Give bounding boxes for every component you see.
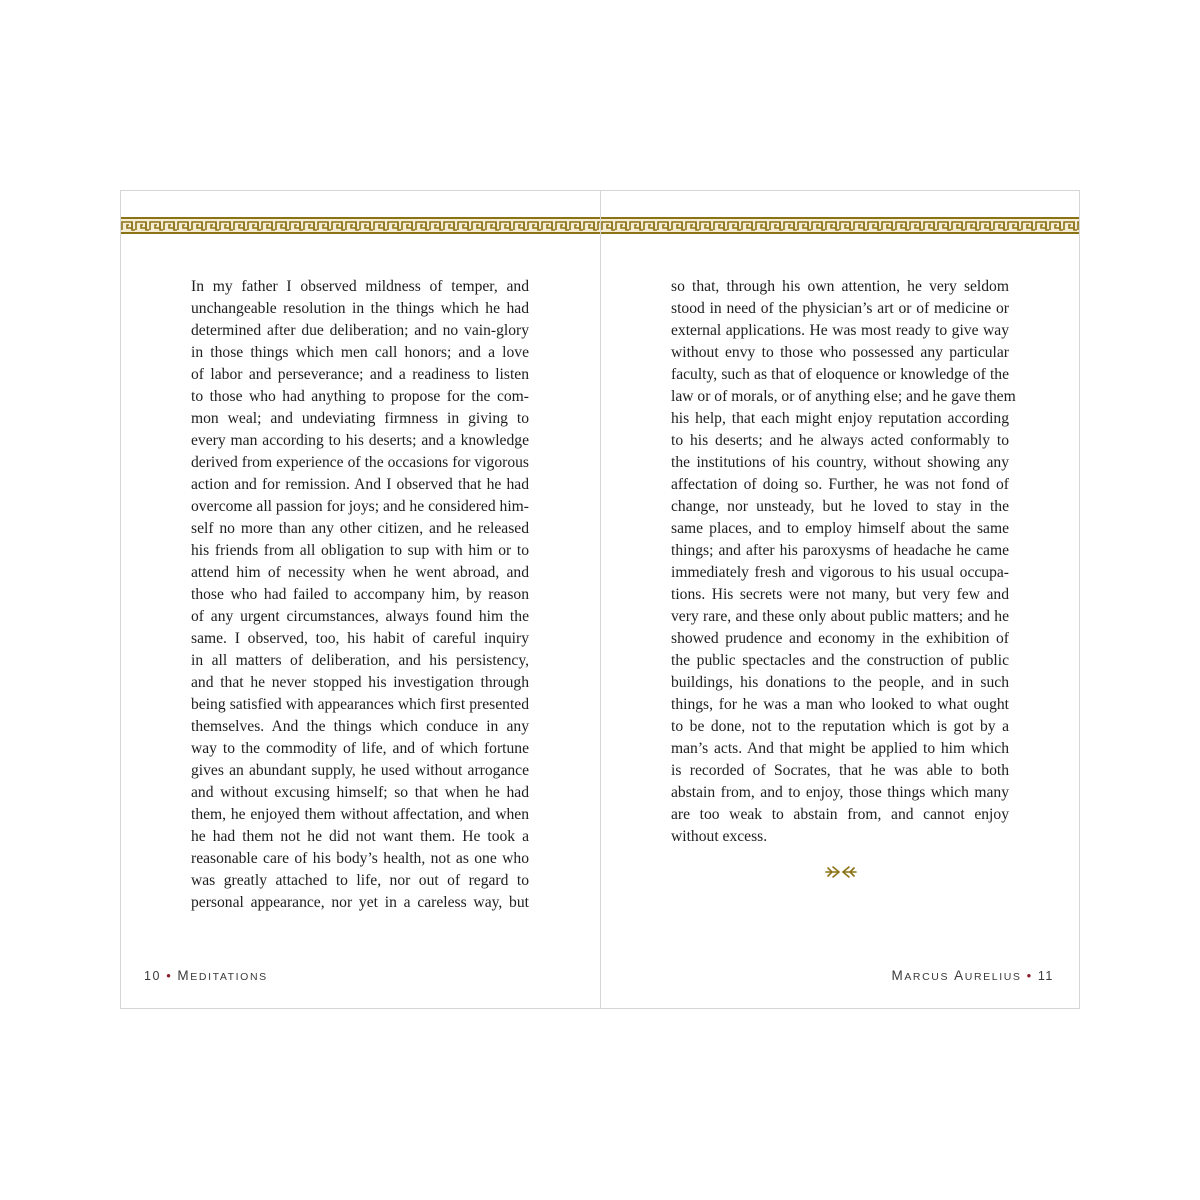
text-line: personal appearance, nor yet in a careless way, but [191,894,529,911]
right-page-text [671,276,1016,848]
text-line: law or of morals, or of anything else; and he gave them [671,388,1016,405]
text-line: them, he enjoyed them without affectation, and when [191,806,529,823]
folio-bullet: • [1026,968,1033,983]
section-end-ornament [601,864,1080,885]
running-head-rest: ARCUS [904,971,950,983]
running-head-initial: M [891,968,905,983]
right-page-folio [891,968,1054,984]
text-line: to be done, not to the reputation which is got by a [671,718,1009,735]
text-line: and without excusing himself; so that when he had [191,784,529,801]
text-line: to those who had anything to propose for the com- [191,388,529,405]
text-line: action and for remission. And I observed that he had [191,476,529,493]
text-line: his friends from all obligation to sup with him or to [191,542,529,559]
text-line: being satisfied with appearances which first presented [191,696,529,713]
text-line: showed prudence and economy in the exhibition of [671,630,1009,647]
fleuron-arrows-icon [824,864,858,880]
text-line: same places, and to employ himself about the same [671,520,1009,537]
text-line: of labor and perseverance; and a readiness to listen [191,366,529,383]
text-line: those who had failed to accompany him, by reason [191,586,529,603]
text-line: the public spectacles and the construction of public [671,652,1009,669]
text-line: he had them not he did not want them. He took a [191,828,529,845]
folio-bullet: • [166,968,173,983]
text-line: unchangeable resolution in the things which he had [191,300,529,317]
text-line: faculty, such as that of eloquence or knowledge of the [671,366,1009,383]
left-page-text [191,276,529,914]
text-line: tions. His secrets were not many, but very few and [671,586,1009,603]
text-line: things, for he was a man who looked to what ought [671,696,1009,713]
left-page-folio [144,968,268,984]
text-line: his help, that each might enjoy reputation according [671,410,1009,427]
text-line: in all matters of deliberation, and his persistency, [191,652,529,669]
text-line: overcome all passion for joys; and he considered him- [191,498,529,515]
left-page [121,191,600,1008]
running-head-rest: URELIUS [964,971,1022,983]
text-line: attend him of necessity when he went abroad, and [191,564,529,581]
text-line: without excess. [671,828,768,845]
text-line: so that, through his own attention, he very seldom [671,278,1009,295]
text-line: of any urgent circumstances, always found him the [191,608,529,625]
text-line: and that he never stopped his investigation through [191,674,529,691]
text-line: things; and after his paroxysms of headache he came [671,542,1009,559]
text-line: external applications. He was most ready to give way [671,322,1009,339]
text-line: change, nor unsteady, but he loved to stay in the [671,498,1009,515]
text-line: determined after due deliberation; and no vain-glory [191,322,529,339]
book-spread [120,190,1080,1009]
text-line: In my father I observed mildness of temper, and [191,278,529,295]
page-number: 11 [1037,969,1054,983]
text-line: man’s acts. And that might be applied to him which [671,740,1009,757]
text-line: way to the commodity of life, and of which fortune [191,740,529,757]
page-number: 10 [144,969,162,983]
running-head-rest: EDITATIONS [190,971,268,983]
right-page [601,191,1080,1008]
text-line: gives an abundant supply, he used without arrogance [191,762,529,779]
text-line: self no more than any other citizen, and he released [191,520,529,537]
text-line: was greatly attached to life, nor out of regard to [191,872,529,889]
text-line: without envy to those who possessed any particular [671,344,1009,361]
text-line: themselves. And the things which conduce in any [191,718,529,735]
text-line: mon weal; and undeviating firmness in giving to [191,410,529,427]
text-line: derived from experience of the occasions for vigorous [191,454,529,471]
text-line: in those things which men call honors; and a love [191,344,529,361]
text-line: buildings, his donations to the people, and in such [671,674,1009,691]
running-head-initial: M [177,968,191,983]
text-line: every man according to his deserts; and a knowledge [191,432,529,449]
text-line: to his deserts; and he always acted conformably to [671,432,1009,449]
text-line: affectation of doing so. Further, he was not fond of [671,476,1009,493]
text-line: are too weak to abstain from, and cannot enjoy [671,806,1009,823]
text-line: same. I observed, too, his habit of careful inquiry [191,630,529,647]
text-line: abstain from, and to enjoy, those things which many [671,784,1009,801]
text-line: the institutions of his country, without showing any [671,454,1009,471]
running-head-initial: A [954,968,965,983]
text-line: immediately fresh and vigorous to his usual occupa- [671,564,1009,581]
text-line: reasonable care of his body’s health, not as one who [191,850,529,867]
text-line: is recorded of Socrates, that he was able to both [671,762,1009,779]
text-line: stood in need of the physician’s art or of medicine or [671,300,1009,317]
text-line: very rare, and these only about public matters; and he [671,608,1009,625]
